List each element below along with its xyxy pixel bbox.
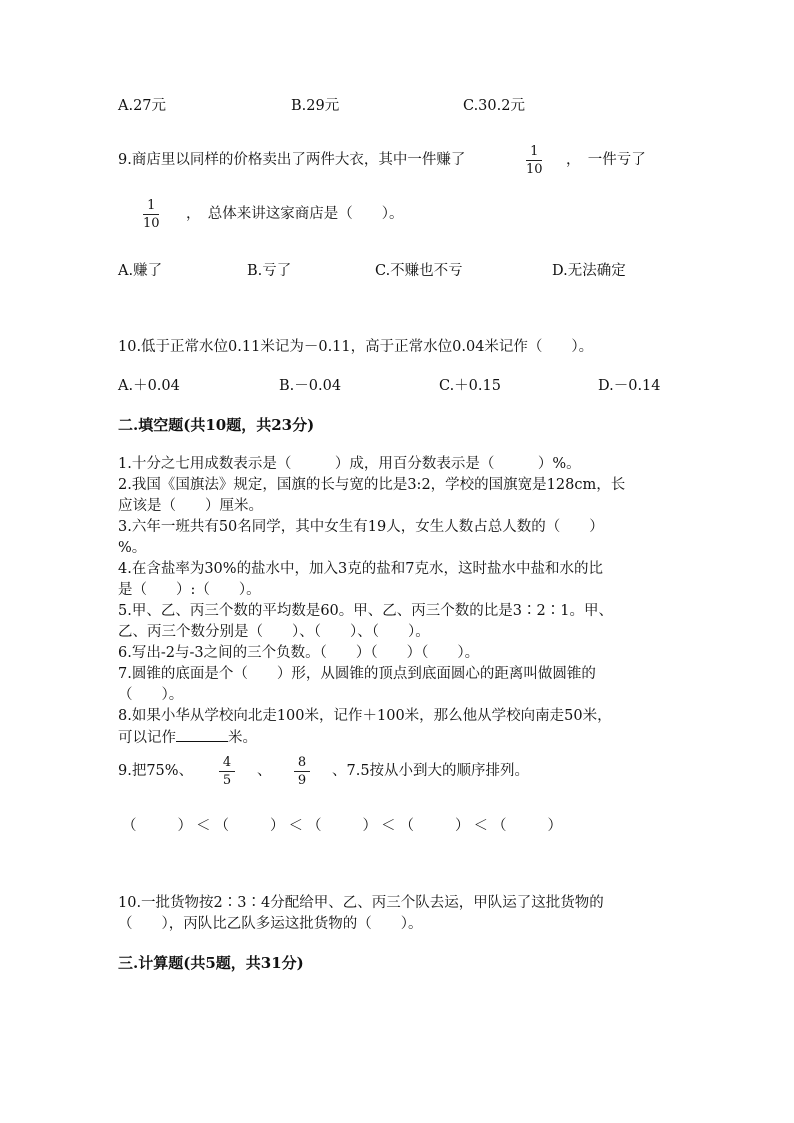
- fill-q8-suffix: 米。: [228, 730, 257, 746]
- answer-blank: [176, 727, 228, 742]
- fraction-numerator: 1: [530, 144, 539, 159]
- fill-line-9: 乙、丙三个数分别是（ ）、（ ）、（ ）。: [118, 624, 430, 640]
- fill-line-8: 5.甲、乙、丙三个数的平均数是60。甲、乙、丙三个数的比是3∶2∶1。甲、: [118, 603, 613, 619]
- q9-fraction-1: [526, 144, 543, 177]
- fill-line-12: （ ）。: [118, 687, 184, 703]
- fill-q9-prefix: 9.把75%、: [118, 763, 194, 779]
- fraction-bar: [294, 771, 310, 772]
- fill-line-14: [118, 727, 257, 748]
- q8-option-c: C.30.2元: [463, 98, 525, 114]
- fraction-bar: [526, 160, 542, 161]
- q10-option-d: D.－0.14: [598, 378, 661, 394]
- q10-option-c: C.＋0.15: [439, 378, 501, 394]
- fill-q9-fraction-1: [219, 755, 235, 788]
- q9-text-mid: ， 一件亏了: [566, 152, 646, 168]
- q9-option-d: D.无法确定: [552, 263, 626, 279]
- q9-text-end: ， 总体来讲这家商店是（ ）。: [186, 206, 404, 222]
- fill-q10-line-2: （ ），丙队比乙队多运这批货物的（ ）。: [118, 916, 423, 932]
- fill-q9-suffix: 、7.5按从小到大的顺序排列。: [332, 763, 530, 779]
- fill-line-4: 3.六年一班共有50名同学，其中女生有19人，女生人数占总人数的（ ）: [118, 519, 604, 535]
- fill-line-13: 8.如果小华从学校向北走100米，记作＋100米，那么他从学校向南走50米，: [118, 708, 612, 724]
- fill-line-3: 应该是（ ）厘米。: [118, 498, 263, 514]
- section-3-title: 三.计算题(共5题，共31分): [118, 954, 304, 972]
- fraction-denominator: 10: [143, 216, 160, 231]
- fill-q9-fraction-2: [294, 755, 310, 788]
- q9-option-c: C.不赚也不亏: [375, 263, 463, 279]
- q10-option-a: A.＋0.04: [118, 378, 180, 394]
- fill-line-1: 1.十分之七用成数表示是（ ）成，用百分数表示是（ ）%。: [118, 456, 581, 472]
- fill-line-10: 6.写出-2与-3之间的三个负数。（ ）（ ）（ ）。: [118, 645, 480, 661]
- fill-line-2: 2.我国《国旗法》规定，国旗的长与宽的比是3:2，学校的国旗宽是128cm，长: [118, 477, 626, 493]
- q9-option-b: B.亏了: [247, 263, 292, 279]
- q10-option-b: B.－0.04: [279, 378, 342, 394]
- q8-option-b: B.29元: [291, 98, 340, 114]
- q9-text-start: 9.商店里以同样的价格卖出了两件大衣，其中一件赚了: [118, 152, 466, 168]
- fill-q10-line-1: 10.一批货物按2∶3∶4分配给甲、乙、丙三个队去运，甲队运了这批货物的: [118, 895, 604, 911]
- fill-line-11: 7.圆锥的底面是个（ ）形，从圆锥的顶点到底面圆心的距离叫做圆锥的: [118, 666, 596, 682]
- fraction-bar: [219, 771, 235, 772]
- q9-option-a: A.赚了: [118, 263, 163, 279]
- q8-option-a: A.27元: [118, 98, 167, 114]
- fraction-denominator: 9: [297, 773, 307, 788]
- fraction-numerator: 1: [147, 198, 156, 213]
- fill-line-7: 是（ ）:（ ）。: [118, 582, 261, 598]
- q10-text: 10.低于正常水位0.11米记为－0.11，高于正常水位0.04米记作（ ）。: [118, 339, 594, 355]
- fraction-numerator: 4: [222, 755, 232, 770]
- fraction-numerator: 8: [297, 755, 307, 770]
- fill-q9-sep: 、: [257, 763, 272, 779]
- order-answer-line: （ ）＜（ ）＜（ ）＜（ ）＜（ ）: [122, 818, 566, 834]
- q9-fraction-2: [143, 198, 160, 231]
- fill-q8-prefix: 可以记作: [118, 730, 176, 746]
- section-2-title: 二.填空题(共10题，共23分): [118, 416, 315, 434]
- fraction-denominator: 10: [526, 162, 543, 177]
- fill-line-6: 4.在含盐率为30%的盐水中，加入3克的盐和7克水，这时盐水中盐和水的比: [118, 561, 604, 577]
- fraction-bar: [143, 214, 159, 215]
- fraction-denominator: 5: [222, 773, 232, 788]
- fill-line-5: %。: [118, 540, 147, 556]
